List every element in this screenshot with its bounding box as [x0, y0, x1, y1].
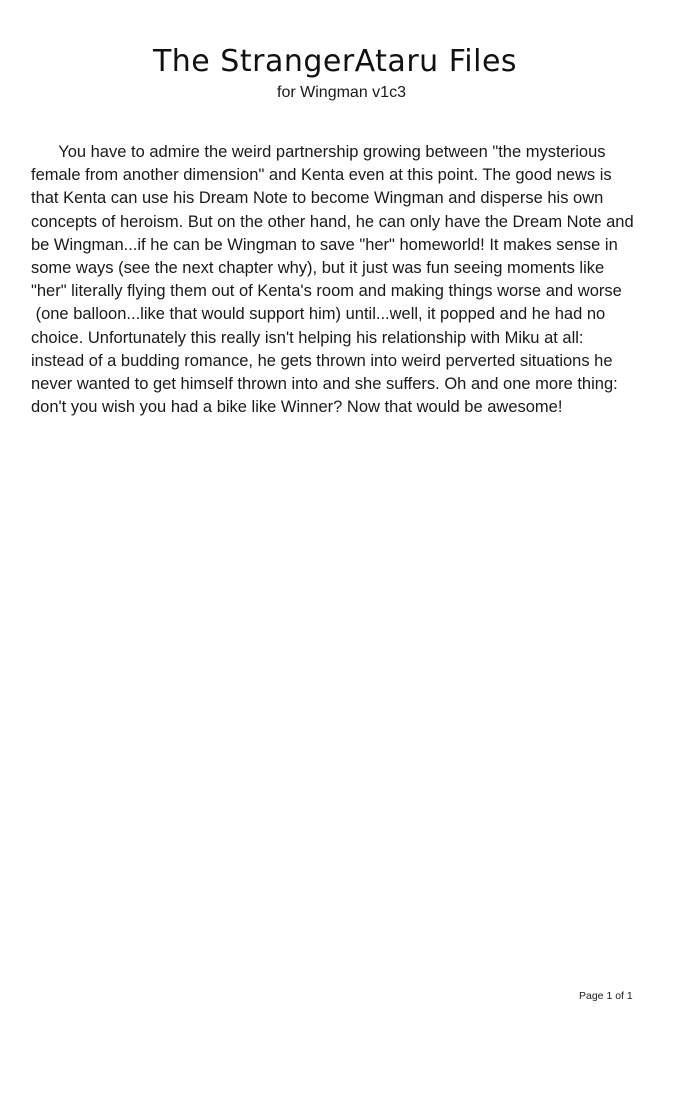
body-paragraph: [31, 141, 683, 419]
document-subtitle: for Wingman v1c3: [277, 84, 406, 101]
page-number: Page 1 of 1: [579, 990, 633, 1002]
body-line: concepts of heroism. But on the other hand, he can only have the Dream Note and: [31, 212, 634, 231]
body-line: choice. Unfortunately this really isn't helping his relationship with Miku at all:: [31, 328, 584, 347]
body-line: be Wingman...if he can be Wingman to save "her" homeworld! It makes sense in: [31, 235, 618, 254]
body-line: You have to admire the weird partnership growing between "the mysterious: [31, 143, 606, 161]
body-line: "her" literally flying them out of Kenta's room and making things worse and worse: [31, 282, 622, 301]
body-line: (one balloon...like that would support him) until...well, it popped and he had no: [31, 305, 606, 324]
body-line: never wanted to get himself thrown into and she suffers. Oh and one more thing:: [31, 375, 618, 394]
body-line: female from another dimension" and Kenta even at this point. The good news is: [31, 166, 612, 185]
body-line: that Kenta can use his Dream Note to become Wingman and disperse his own: [31, 189, 604, 208]
body-line: some ways (see the next chapter why), but it just was fun seeing moments like: [31, 259, 605, 278]
body-line: don't you wish you had a bike like Winner? Now that would be awesome!: [31, 398, 563, 417]
document-title: The StrangerAtaru Files: [152, 44, 518, 79]
body-line: instead of a budding romance, he gets thrown into weird perverted situations he: [31, 351, 613, 370]
